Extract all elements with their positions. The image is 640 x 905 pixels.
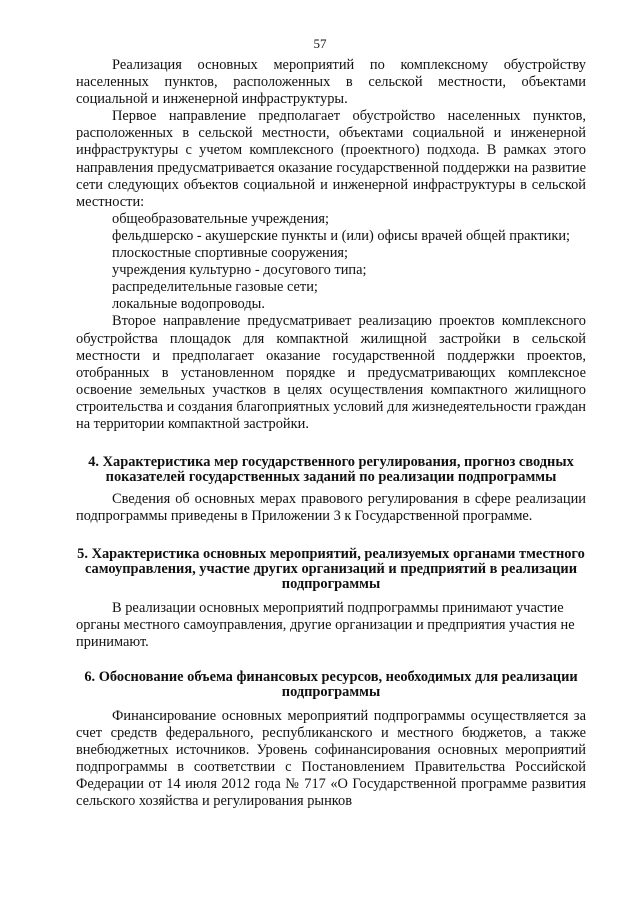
list-item: локальные водопроводы. xyxy=(112,296,265,313)
direction-one-paragraph: Первое направление предполагает обустройство населенных пунктов, расположенных в сельской местности, объектами социальной и инженерной инфраструктуры с учетом комплексного (проектного) подхода. В рамках этого направления предусматривается оказание государственной поддержки на развитие сети следующих объектов социальной и инженерной инфраструктуры в сельской местности: xyxy=(76,108,586,210)
intro-paragraph: Реализация основных мероприятий по комплексному обустройству населенных пунктов, расположенных в сельской местности, объектами социальной и инженерной инфраструктуры. xyxy=(76,57,586,108)
page-content xyxy=(76,57,586,810)
page-number: 57 xyxy=(313,36,327,51)
list-item: распределительные газовые сети; xyxy=(112,279,318,296)
section-4-heading: 4. Характеристика мер государственного регулирования, прогноз сводных показателей государственных заданий по реализации подпрограммы xyxy=(88,454,574,486)
list-item: плоскостные спортивные сооружения; xyxy=(112,245,349,262)
list-item: общеобразовательные учреждения; xyxy=(112,210,329,227)
section-5-heading: 5. Характеристика основных мероприятий, реализуемых органами тместного самоуправления, участие других организаций и предприятий в реализации подпрограммы xyxy=(77,546,585,593)
direction-two-paragraph: Второе направление предусматривает реализацию проектов комплексного обустройства площадок для компактной жилищной застройки в сельской местности и предполагает оказание государственной поддержки проектов, отобранных в установленном порядке и предусматривающих комплексное освоение земельных участков в целях осуществления компактного жилищного строительства и создания благоприятных условий для жизнедеятельности граждан на территории компактной застройки. xyxy=(76,313,586,432)
list-item: фельдшерско - акушерские пункты и (или) офисы врачей общей практики; xyxy=(112,227,571,244)
section-6-heading: 6. Обоснование объема финансовых ресурсов, необходимых для реализации подпрограммы xyxy=(84,668,578,700)
section-4-text: Сведения об основных мерах правового регулирования в сфере реализации подпрограммы приведены в Приложении 3 к Государственной программе. xyxy=(76,491,586,525)
section-6-text: Финансирование основных мероприятий подпрограммы осуществляется за счет средств федерального, республиканского и местного бюджетов, а также внебюджетных источников. Уровень софинансирования основных мероприятий подпрограммы в соответствии с Постановлением Правительства Российской Федерации от 14 июля 2012 года № 717 «О Государственной программе развития сельского хозяйства и регулирования рынков xyxy=(76,707,586,809)
section-5-text: В реализации основных мероприятий подпрограммы принимают участие органы местного самоуправления, другие организации и предприятия участия не принимают. xyxy=(76,600,575,651)
list-item: учреждения культурно - досугового типа; xyxy=(112,262,367,279)
